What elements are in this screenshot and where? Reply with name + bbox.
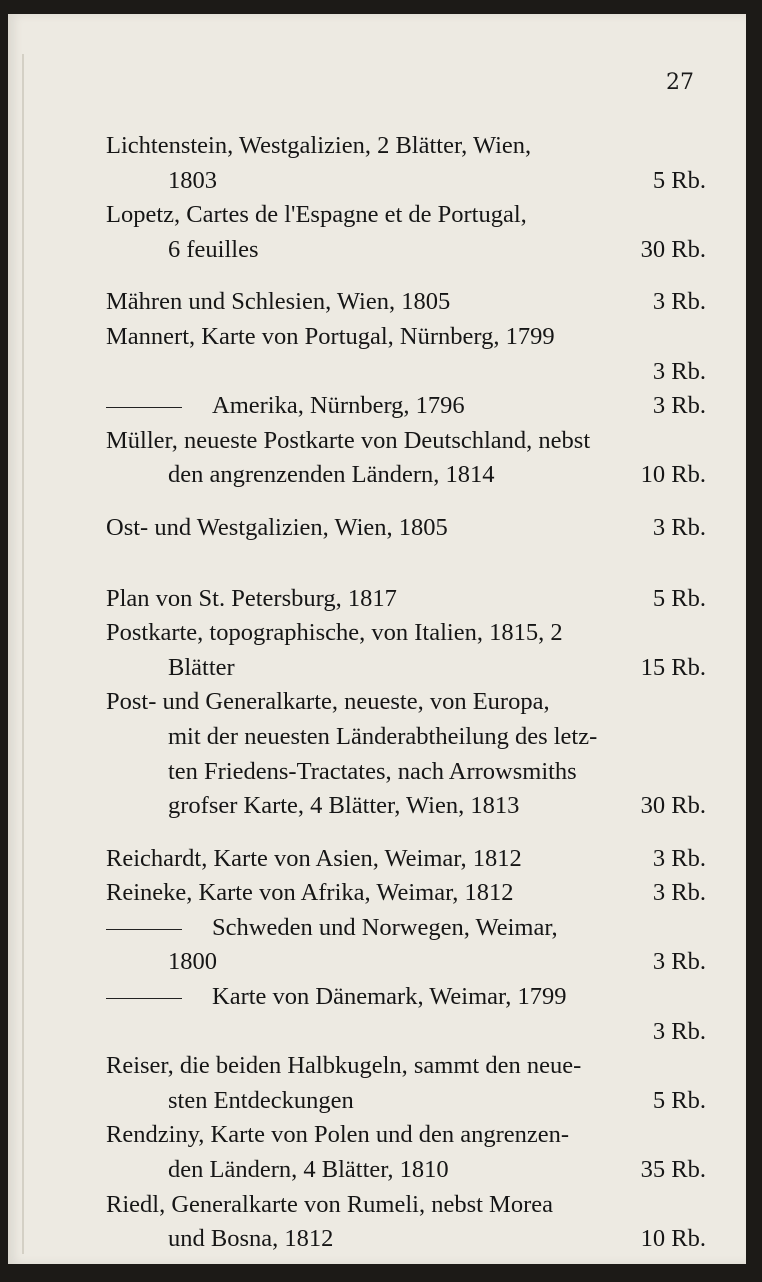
entry-price: 3 Rb. <box>652 1017 706 1045</box>
entry-line: Mähren und Schlesien, Wien, 1805 <box>106 288 451 316</box>
entry-line: sten Entdeckungen <box>168 1086 354 1114</box>
catalog-entry <box>106 389 706 424</box>
entry-line: Riedl, Generalkarte von Rumeli, nebst Morea <box>106 1190 553 1218</box>
entry-line: Karte von Dänemark, Weimar, 1799 <box>212 983 567 1011</box>
entry-price: 3 Rb. <box>652 948 706 976</box>
catalog-entry <box>106 320 706 389</box>
entry-line: Lichtenstein, Westgalizien, 2 Blätter, Wien, <box>106 132 532 159</box>
entry-line: Reiser, die beiden Halbkugeln, sammt den neue- <box>106 1052 582 1080</box>
entry-price: 3 Rb. <box>652 879 706 907</box>
entry-line: Schweden und Norwegen, Weimar, <box>212 913 558 941</box>
catalog-entry <box>106 876 706 911</box>
entry-price: 15 Rb. <box>640 653 706 681</box>
section-gap <box>106 267 706 285</box>
catalog-entry <box>106 129 706 198</box>
entry-price: 3 Rb. <box>652 288 706 316</box>
catalog-entry <box>106 842 706 877</box>
entry-price: 5 Rb. <box>652 584 706 612</box>
catalog-entry <box>106 1188 706 1257</box>
entry-price: 35 Rb. <box>640 1156 706 1184</box>
section-gap <box>106 824 706 842</box>
catalog-entries <box>106 129 706 1257</box>
entry-price: 3 Rb. <box>652 392 706 420</box>
entry-line: ten Friedens-Tractates, nach Arrowsmiths <box>168 757 577 785</box>
entry-price: 3 Rb. <box>652 844 706 872</box>
entry-line: Amerika, Nürnberg, 1796 <box>212 392 465 420</box>
ditto-dash <box>106 929 182 930</box>
section-gap <box>106 564 706 582</box>
entry-price: 3 Rb. <box>652 357 706 385</box>
catalog-entry <box>106 685 706 823</box>
book-page <box>8 14 746 1264</box>
entry-price: 10 Rb. <box>640 1225 706 1253</box>
entry-line: Lopetz, Cartes de l'Espagne et de Portugal, <box>106 201 527 229</box>
entry-line: Reineke, Karte von Afrika, Weimar, 1812 <box>106 879 514 907</box>
ditto-dash <box>106 407 182 408</box>
ditto-dash <box>106 998 182 999</box>
page-number: 27 <box>666 70 694 95</box>
section-gap <box>106 493 706 511</box>
section-gap <box>106 546 706 564</box>
entry-line: 6 feuilles <box>168 235 259 263</box>
entry-price: 5 Rb. <box>652 166 706 194</box>
entry-line: Mannert, Karte von Portugal, Nürnberg, 1799 <box>106 322 555 350</box>
catalog-entry <box>106 424 706 493</box>
catalog-entry <box>106 911 706 980</box>
catalog-entry <box>106 616 706 685</box>
entry-line: Ost- und Westgalizien, Wien, 1805 <box>106 513 448 541</box>
entry-line: 1800 <box>168 948 217 976</box>
entry-price: 30 Rb. <box>640 235 706 263</box>
entry-line: Rendziny, Karte von Polen und den angrenzen- <box>106 1121 570 1149</box>
entry-price: 30 Rb. <box>640 792 706 820</box>
entry-price: 3 Rb. <box>652 513 706 541</box>
catalog-entry <box>106 511 706 546</box>
catalog-entry <box>106 285 706 320</box>
catalog-entry <box>106 582 706 617</box>
catalog-entry <box>106 1049 706 1118</box>
catalog-entry <box>106 980 706 1049</box>
entry-line: Post- und Generalkarte, neueste, von Europa, <box>106 688 550 716</box>
catalog-entry <box>106 198 706 267</box>
entry-line: den Ländern, 4 Blätter, 1810 <box>168 1156 449 1184</box>
entry-line: Reichardt, Karte von Asien, Weimar, 1812 <box>106 844 522 872</box>
entry-line: Postkarte, topographische, von Italien, 1815, 2 <box>106 619 563 647</box>
entry-price: 10 Rb. <box>640 461 706 489</box>
entry-price: 5 Rb. <box>652 1086 706 1114</box>
entry-line: mit der neuesten Länderabtheilung des letz- <box>168 722 598 750</box>
entry-line: Blätter <box>168 653 235 681</box>
entry-line: und Bosna, 1812 <box>168 1225 334 1253</box>
entry-line: 1803 <box>168 166 217 194</box>
page-gutter <box>22 54 24 1254</box>
catalog-entry <box>106 1118 706 1187</box>
entry-line: grofser Karte, 4 Blätter, Wien, 1813 <box>168 792 520 820</box>
entry-line: den angrenzenden Ländern, 1814 <box>168 461 495 489</box>
entry-line: Müller, neueste Postkarte von Deutschland, nebst <box>106 426 591 454</box>
entry-line: Plan von St. Petersburg, 1817 <box>106 584 397 612</box>
